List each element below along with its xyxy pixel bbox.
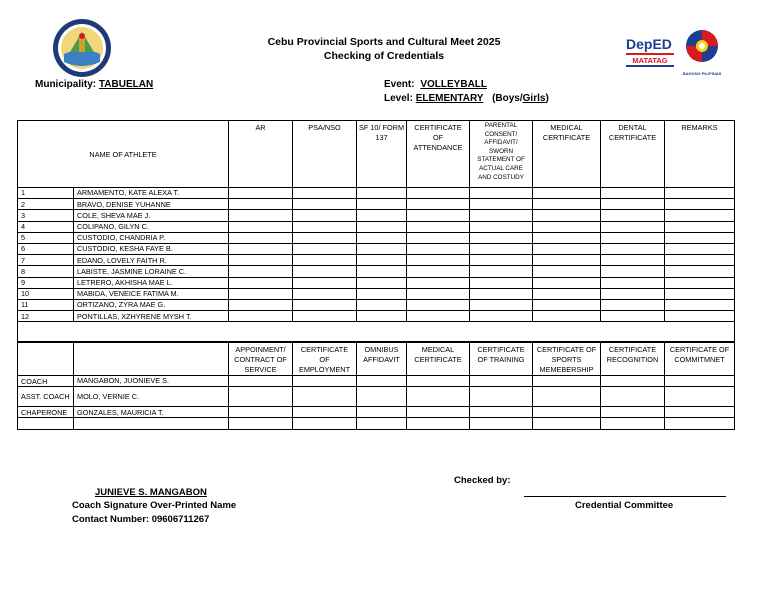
credential-check-cell [407, 299, 470, 310]
staff-role-cell: CHAPERONE [18, 407, 74, 418]
credential-check-cell [665, 418, 735, 429]
athlete-number-cell: 1 [18, 188, 74, 199]
credential-check-cell [601, 418, 665, 429]
credential-check-cell [470, 188, 533, 199]
credential-check-cell [229, 407, 293, 418]
staff-name-cell: GONZALES, MAURICIA T. [74, 407, 229, 418]
staff-rows [18, 376, 735, 430]
credential-check-cell [357, 277, 407, 288]
athlete-name-cell: CUSTODIO, KESHA FAYE B. [74, 243, 229, 254]
credential-check-cell [470, 311, 533, 322]
credential-check-cell [533, 266, 601, 277]
credential-check-cell [601, 387, 665, 407]
column-header: AR [229, 121, 293, 188]
credential-check-cell [293, 311, 357, 322]
credential-check-cell [665, 266, 735, 277]
spacer-row [18, 322, 735, 342]
staff-role-header-cell [18, 343, 74, 376]
athlete-number-cell: 3 [18, 210, 74, 221]
athlete-number-cell: 8 [18, 266, 74, 277]
credential-check-cell [601, 243, 665, 254]
credential-check-cell [407, 387, 470, 407]
credential-check-cell [533, 376, 601, 387]
credential-check-cell [407, 188, 470, 199]
credential-check-cell [470, 243, 533, 254]
level-line [384, 93, 549, 104]
credential-check-cell [407, 199, 470, 210]
column-header: CERTIFICATE OF COMMITMNET [665, 343, 735, 376]
credential-check-cell [665, 288, 735, 299]
credential-check-cell [407, 418, 470, 429]
athlete-number-cell: 4 [18, 221, 74, 232]
event-value: VOLLEYBALL [420, 79, 488, 90]
credential-check-cell [229, 255, 293, 266]
credential-check-cell [533, 407, 601, 418]
credential-check-cell [407, 311, 470, 322]
athlete-name-cell: CUSTODIO, CHANDRIA P. [74, 232, 229, 243]
credential-check-cell [601, 232, 665, 243]
credential-check-cell [601, 210, 665, 221]
credential-check-cell [665, 277, 735, 288]
athlete-header-row [18, 121, 735, 188]
athlete-rows [18, 188, 735, 342]
credential-check-cell [470, 277, 533, 288]
credential-check-cell [357, 299, 407, 310]
column-header: CERTIFICATE OF TRAINING [470, 343, 533, 376]
staff-row [18, 376, 735, 387]
credential-check-cell [533, 188, 601, 199]
credential-check-cell [470, 221, 533, 232]
column-header: CERTIFICATE RECOGNITION [601, 343, 665, 376]
credential-check-cell [357, 311, 407, 322]
spacer-cell [18, 322, 735, 342]
athlete-name-cell: LABISTE, JASMINE LORAINE C. [74, 266, 229, 277]
credential-check-cell [407, 376, 470, 387]
staff-credentials-table [17, 342, 735, 430]
athlete-name-cell: EDANO, LOVELY FAITH R. [74, 255, 229, 266]
credential-check-cell [229, 387, 293, 407]
staff-name-cell: MOLO, VERNIE C. [74, 387, 229, 407]
credential-check-cell [407, 221, 470, 232]
credential-check-cell [229, 188, 293, 199]
level-label: Level: [384, 93, 413, 104]
credential-check-cell [601, 407, 665, 418]
credential-check-cell [470, 266, 533, 277]
credential-check-cell [357, 221, 407, 232]
credential-check-cell [229, 210, 293, 221]
credential-check-cell [601, 266, 665, 277]
credential-check-cell [665, 243, 735, 254]
deped-logo-text: DepED [626, 36, 672, 52]
credential-check-cell [665, 376, 735, 387]
column-header: SF 10/ FORM 137 [357, 121, 407, 188]
athlete-row [18, 243, 735, 254]
name-of-athlete-header: NAME OF ATHLETE [18, 121, 229, 188]
athlete-number-cell: 6 [18, 243, 74, 254]
credential-check-cell [533, 277, 601, 288]
credential-check-cell [293, 299, 357, 310]
credential-check-cell [293, 221, 357, 232]
credential-check-cell [293, 407, 357, 418]
credential-check-cell [229, 243, 293, 254]
municipality-line [35, 79, 153, 90]
credential-check-cell [665, 311, 735, 322]
credential-check-cell [665, 210, 735, 221]
staff-name-header-cell [74, 343, 229, 376]
athlete-name-cell: COLIPANO, GILYN C. [74, 221, 229, 232]
staff-role-cell: COACH [18, 376, 74, 387]
credential-check-cell [533, 243, 601, 254]
gender-open: (Boys/ [492, 93, 523, 104]
credential-check-cell [407, 277, 470, 288]
credential-check-cell [533, 418, 601, 429]
athlete-row [18, 299, 735, 310]
credential-check-cell [293, 288, 357, 299]
credential-check-cell [407, 243, 470, 254]
credential-check-cell [293, 266, 357, 277]
athlete-number-cell: 2 [18, 199, 74, 210]
credential-check-cell [601, 376, 665, 387]
credential-check-cell [293, 199, 357, 210]
staff-role-cell: ASST. COACH [18, 387, 74, 407]
credential-check-cell [357, 210, 407, 221]
credential-check-cell [470, 376, 533, 387]
credential-check-cell [229, 418, 293, 429]
credential-check-cell [665, 299, 735, 310]
staff-row [18, 387, 735, 407]
credential-check-cell [665, 407, 735, 418]
credential-check-cell [407, 288, 470, 299]
committee-signature-line [524, 496, 726, 497]
cebu-province-seal [52, 18, 112, 78]
credential-check-cell [407, 255, 470, 266]
column-header: OMNIBUS AFFIDAVIT [357, 343, 407, 376]
credential-check-cell [601, 199, 665, 210]
credential-check-cell [470, 199, 533, 210]
column-header: CERTIFICATE OF ATTENDANCE [407, 121, 470, 188]
event-line [384, 79, 487, 90]
credential-check-cell [293, 418, 357, 429]
credential-check-cell [533, 199, 601, 210]
athlete-name-cell: PONTILLAS, XZHYRENE MYSH T. [74, 311, 229, 322]
credential-check-cell [533, 311, 601, 322]
column-header: MEDICAL CERTIFICATE [407, 343, 470, 376]
athlete-number-cell: 5 [18, 232, 74, 243]
coach-signature-caption: Coach Signature Over-Printed Name [72, 500, 237, 511]
document-subtitle: Checking of Credentials [323, 50, 445, 62]
column-header: REMARKS [665, 121, 735, 188]
credential-check-cell [357, 376, 407, 387]
credential-check-cell [229, 199, 293, 210]
credential-check-cell [533, 387, 601, 407]
credential-check-cell [470, 299, 533, 310]
column-header: PARENTAL CONSENT/ AFFIDAVIT/ SWORN STATEMENT OF ACTUAL CARE AND COSTUDY [470, 121, 533, 188]
credential-check-cell [470, 387, 533, 407]
credential-check-cell [665, 255, 735, 266]
coach-printed-name: JUNIEVE S. MANGABON [95, 487, 207, 498]
credential-check-cell [357, 188, 407, 199]
credential-check-cell [533, 288, 601, 299]
credential-check-cell [229, 311, 293, 322]
credential-check-cell [601, 288, 665, 299]
credential-check-cell [533, 255, 601, 266]
credential-check-cell [293, 188, 357, 199]
column-header: DENTAL CERTIFICATE [601, 121, 665, 188]
athlete-row [18, 255, 735, 266]
staff-row [18, 407, 735, 418]
credential-check-cell [533, 299, 601, 310]
athlete-row [18, 266, 735, 277]
athlete-credentials-table [17, 120, 735, 342]
credential-check-cell [229, 266, 293, 277]
credential-check-cell [407, 210, 470, 221]
credential-check-cell [470, 288, 533, 299]
credential-check-cell [665, 387, 735, 407]
athlete-row [18, 221, 735, 232]
credential-check-cell [533, 221, 601, 232]
credential-check-cell [665, 232, 735, 243]
credential-check-cell [665, 188, 735, 199]
athlete-row [18, 277, 735, 288]
credential-check-cell [470, 232, 533, 243]
athlete-name-cell: MABIDA, VENEICE FATIMA M. [74, 288, 229, 299]
credential-check-cell [357, 407, 407, 418]
matatag-logo-text: MATATAG [632, 56, 668, 65]
credential-check-cell [357, 288, 407, 299]
credential-check-cell [357, 199, 407, 210]
coach-contact-number: Contact Number: 09606711267 [72, 514, 210, 525]
credential-check-cell [470, 255, 533, 266]
column-header: MEDICAL CERTIFICATE [533, 121, 601, 188]
credential-check-cell [407, 232, 470, 243]
athlete-name-cell: BRAVO, DENISE YUHANNE [74, 199, 229, 210]
credential-check-cell [601, 277, 665, 288]
municipality-value: TABUELAN [98, 79, 154, 90]
athlete-name-cell: COLE, SHEVA MAE J. [74, 210, 229, 221]
credential-check-cell [357, 418, 407, 429]
credential-check-cell [293, 387, 357, 407]
athlete-number-cell: 11 [18, 299, 74, 310]
credential-check-cell [293, 232, 357, 243]
blank-row [18, 418, 735, 429]
athlete-row [18, 188, 735, 199]
athlete-number-cell: 9 [18, 277, 74, 288]
credential-check-cell [407, 407, 470, 418]
credential-check-cell [293, 210, 357, 221]
credential-check-cell [293, 376, 357, 387]
athlete-number-cell: 7 [18, 255, 74, 266]
credential-committee-label: Credential Committee [575, 500, 674, 511]
credential-check-cell [407, 266, 470, 277]
credential-check-cell [357, 232, 407, 243]
column-header: PSA/NSO [293, 121, 357, 188]
credential-check-cell [18, 418, 74, 429]
credential-check-cell [601, 221, 665, 232]
gender-selected: Girls [522, 93, 546, 104]
credential-check-cell [229, 288, 293, 299]
athlete-number-cell: 12 [18, 311, 74, 322]
athlete-name-cell: LETRERO, AKHISHA MAE L. [74, 277, 229, 288]
credential-check-cell [357, 387, 407, 407]
credential-check-cell [357, 255, 407, 266]
credential-check-cell [601, 188, 665, 199]
credential-check-cell [229, 376, 293, 387]
credential-check-cell [357, 266, 407, 277]
credential-check-cell [293, 255, 357, 266]
bagong-pilipinas-text: BAGONG PILIPINAS [682, 71, 722, 76]
staff-header-row [18, 343, 735, 376]
gender-close: ) [545, 93, 549, 104]
athlete-row [18, 311, 735, 322]
municipality-label: Municipality: [35, 79, 97, 90]
credential-check-cell [229, 299, 293, 310]
athlete-row [18, 210, 735, 221]
credential-check-cell [665, 199, 735, 210]
athlete-row [18, 199, 735, 210]
credential-check-cell [533, 232, 601, 243]
credential-check-cell [601, 311, 665, 322]
credential-check-cell [229, 221, 293, 232]
credential-check-cell [229, 232, 293, 243]
credential-check-cell [533, 210, 601, 221]
column-header: APPOINMENT/ CONTRACT OF SERVICE [229, 343, 293, 376]
credential-check-cell [470, 418, 533, 429]
level-value: ELEMENTARY [415, 93, 484, 104]
credential-check-cell [74, 418, 229, 429]
athlete-name-cell: ORTIZANO, ZYRA MAE G. [74, 299, 229, 310]
credential-check-cell [293, 243, 357, 254]
credential-check-cell [665, 221, 735, 232]
staff-name-cell: MANGABON, JUONIEVE S. [74, 376, 229, 387]
athlete-row [18, 232, 735, 243]
column-header: CERTIFICATE OF SPORTS MEMEBERSHIP [533, 343, 601, 376]
document-title: Cebu Provincial Sports and Cultural Meet 2025 [267, 36, 501, 48]
athlete-row [18, 288, 735, 299]
athlete-number-cell: 10 [18, 288, 74, 299]
column-header: CERTIFICATE OF EMPLOYMENT [293, 343, 357, 376]
credential-check-cell [470, 407, 533, 418]
athlete-name-cell: ARMAMENTO, KATE ALEXA T. [74, 188, 229, 199]
checked-by-label: Checked by: [454, 475, 511, 486]
credential-check-cell [470, 210, 533, 221]
credential-check-cell [293, 277, 357, 288]
event-label: Event: [384, 79, 415, 90]
credential-check-cell [357, 243, 407, 254]
credential-check-cell [229, 277, 293, 288]
credential-check-cell [601, 299, 665, 310]
credential-check-cell [601, 255, 665, 266]
